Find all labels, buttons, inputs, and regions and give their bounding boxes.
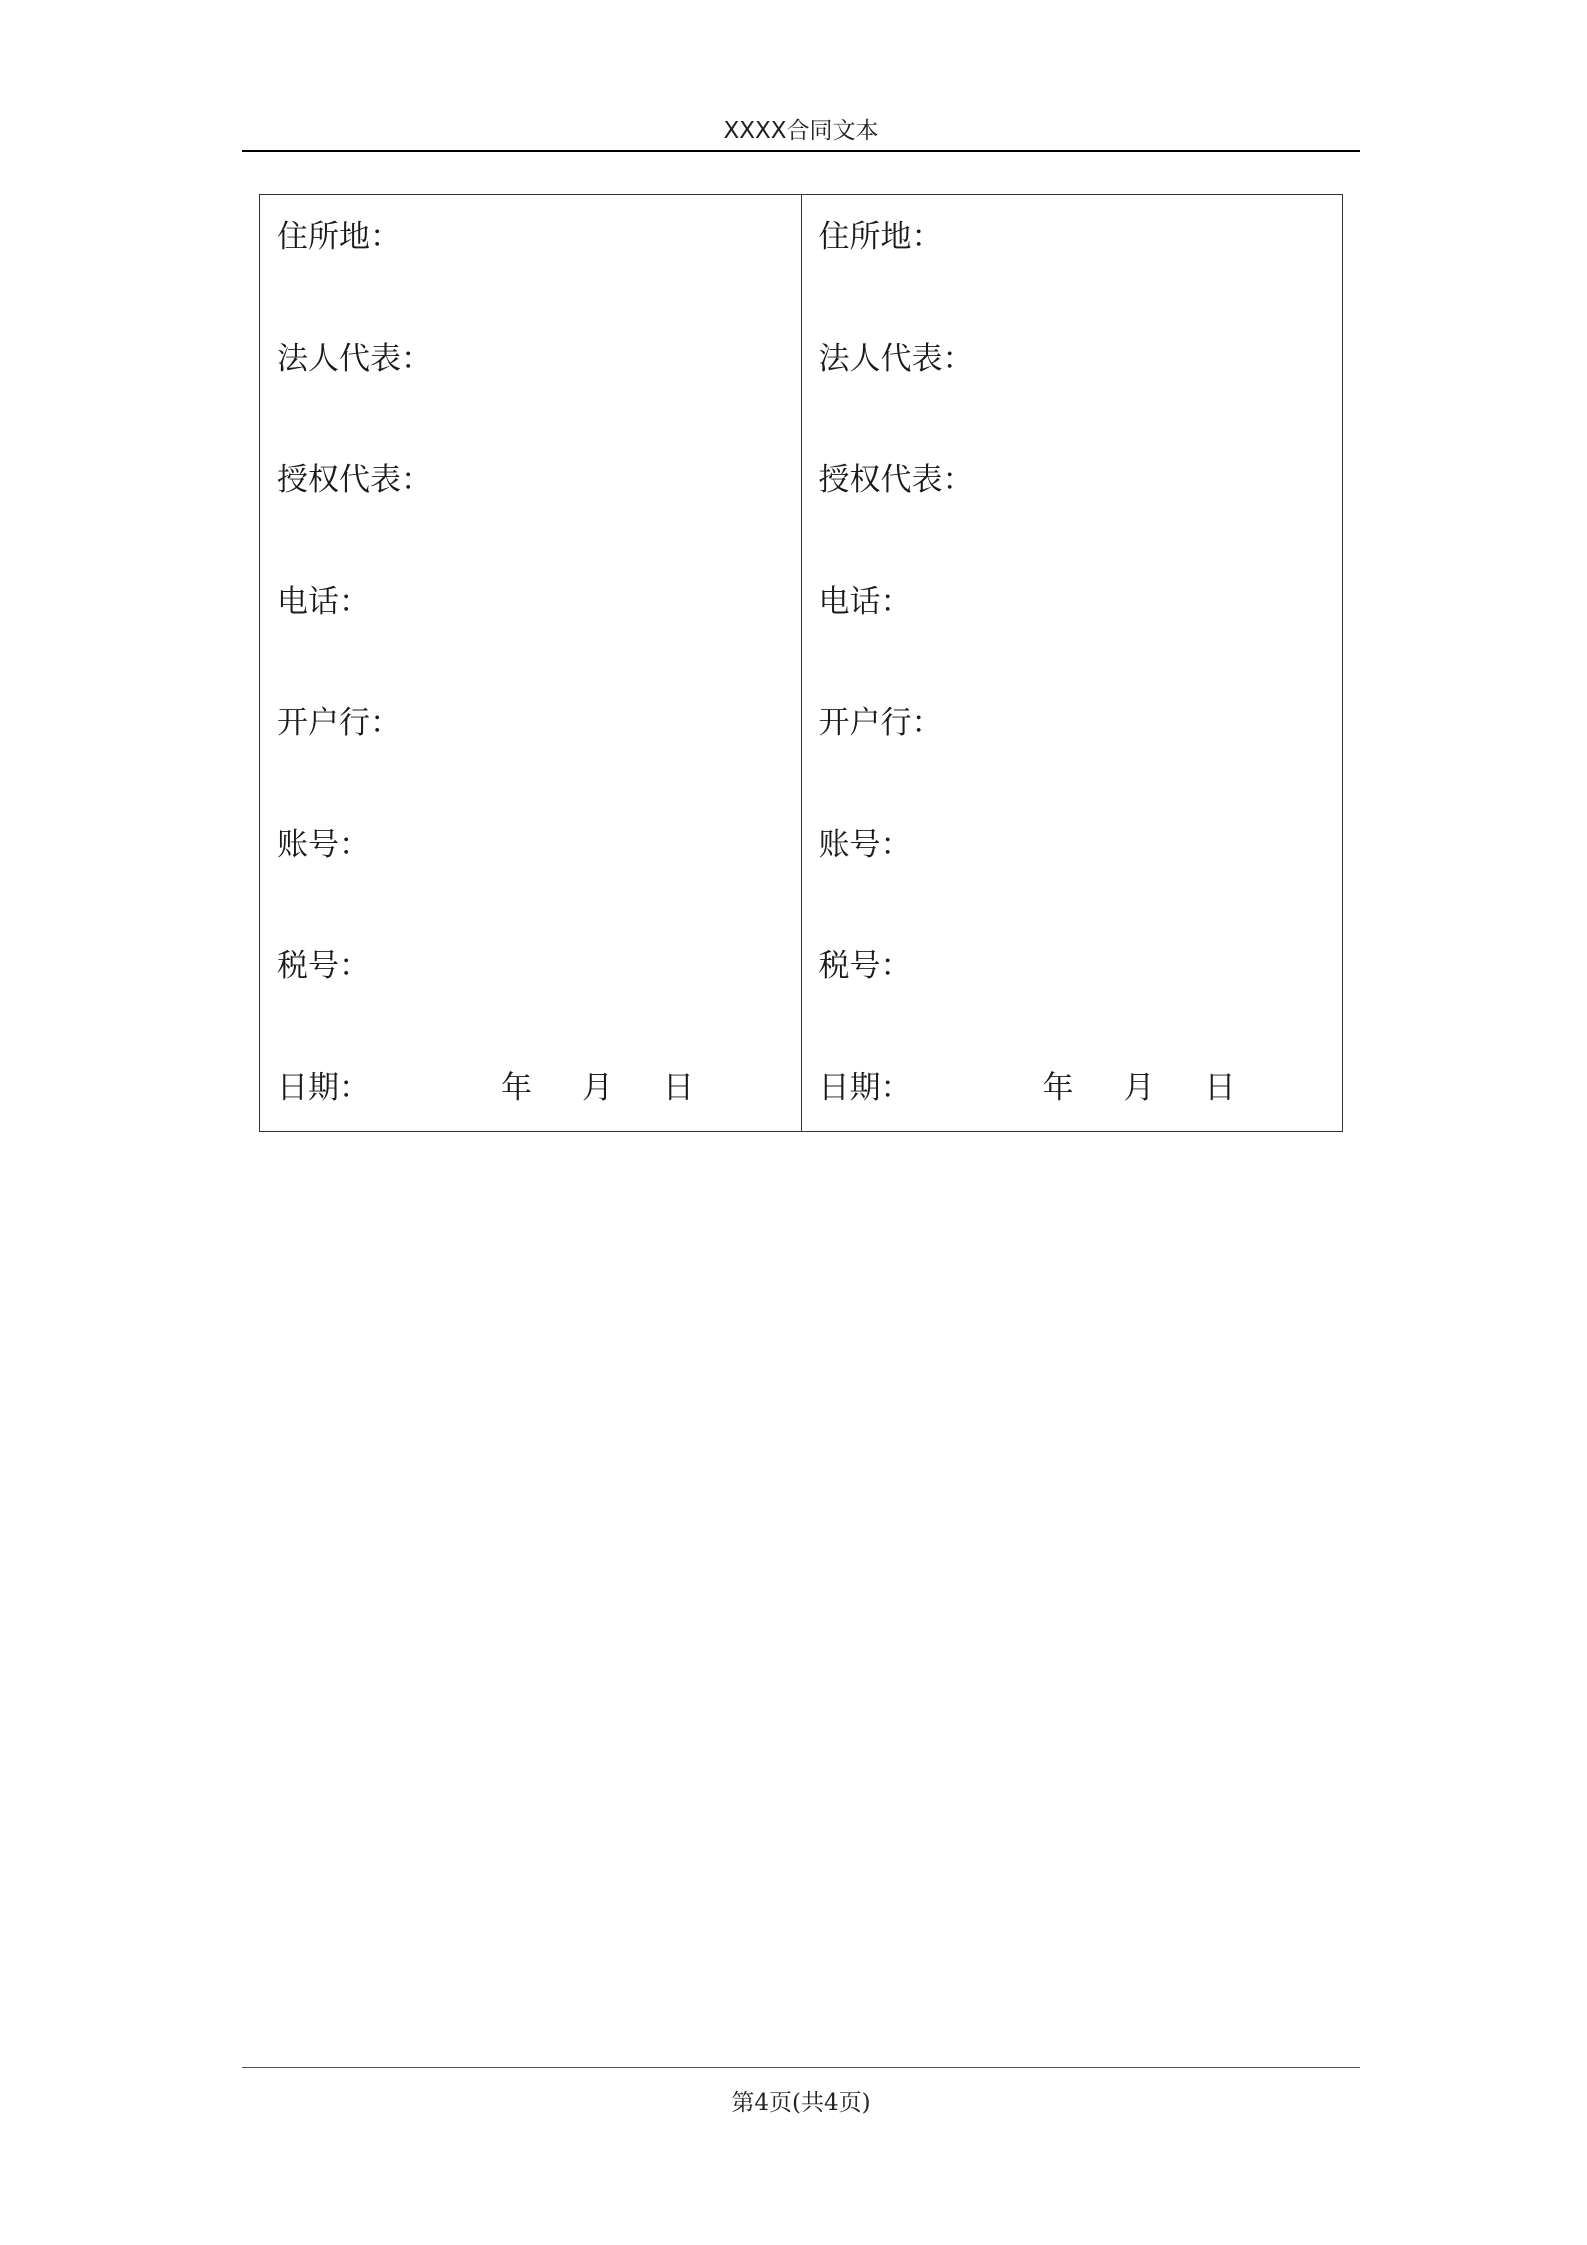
tax-number-field-label: 税号： bbox=[277, 948, 370, 984]
authorized-representative-field-label: 授权代表： bbox=[818, 462, 974, 498]
date-month-unit: 月 bbox=[1123, 1070, 1155, 1106]
date-day-unit: 日 bbox=[1204, 1070, 1236, 1106]
bank-field-label: 开户行： bbox=[277, 705, 401, 741]
legal-representative-field-label: 法人代表： bbox=[277, 341, 432, 377]
tax-number-field-label: 税号： bbox=[818, 948, 912, 984]
signature-table bbox=[259, 194, 1343, 1132]
date-day-unit: 日 bbox=[663, 1070, 694, 1106]
account-number-field-label: 账号： bbox=[818, 827, 912, 863]
account-number-field-label: 账号： bbox=[277, 827, 370, 863]
date-year-unit: 年 bbox=[1042, 1070, 1074, 1106]
bank-field-label: 开户行： bbox=[818, 705, 943, 741]
address-field-label: 住所地： bbox=[277, 219, 401, 255]
page-footer: 第4页(共4页) bbox=[242, 2067, 1360, 2118]
phone-field-label: 电话： bbox=[277, 584, 370, 620]
address-field-label: 住所地： bbox=[818, 219, 943, 255]
date-month-unit: 月 bbox=[582, 1070, 613, 1106]
date-year-unit: 年 bbox=[501, 1070, 532, 1106]
date-field-label: 日期： bbox=[818, 1070, 912, 1106]
date-field-label: 日期： bbox=[277, 1070, 370, 1106]
phone-field-label: 电话： bbox=[818, 584, 912, 620]
party-b-column bbox=[801, 195, 1343, 1131]
page-header: XXXX合同文本 bbox=[242, 112, 1360, 152]
party-a-column bbox=[260, 195, 801, 1131]
legal-representative-field-label: 法人代表： bbox=[818, 341, 974, 377]
authorized-representative-field-label: 授权代表： bbox=[277, 462, 432, 498]
